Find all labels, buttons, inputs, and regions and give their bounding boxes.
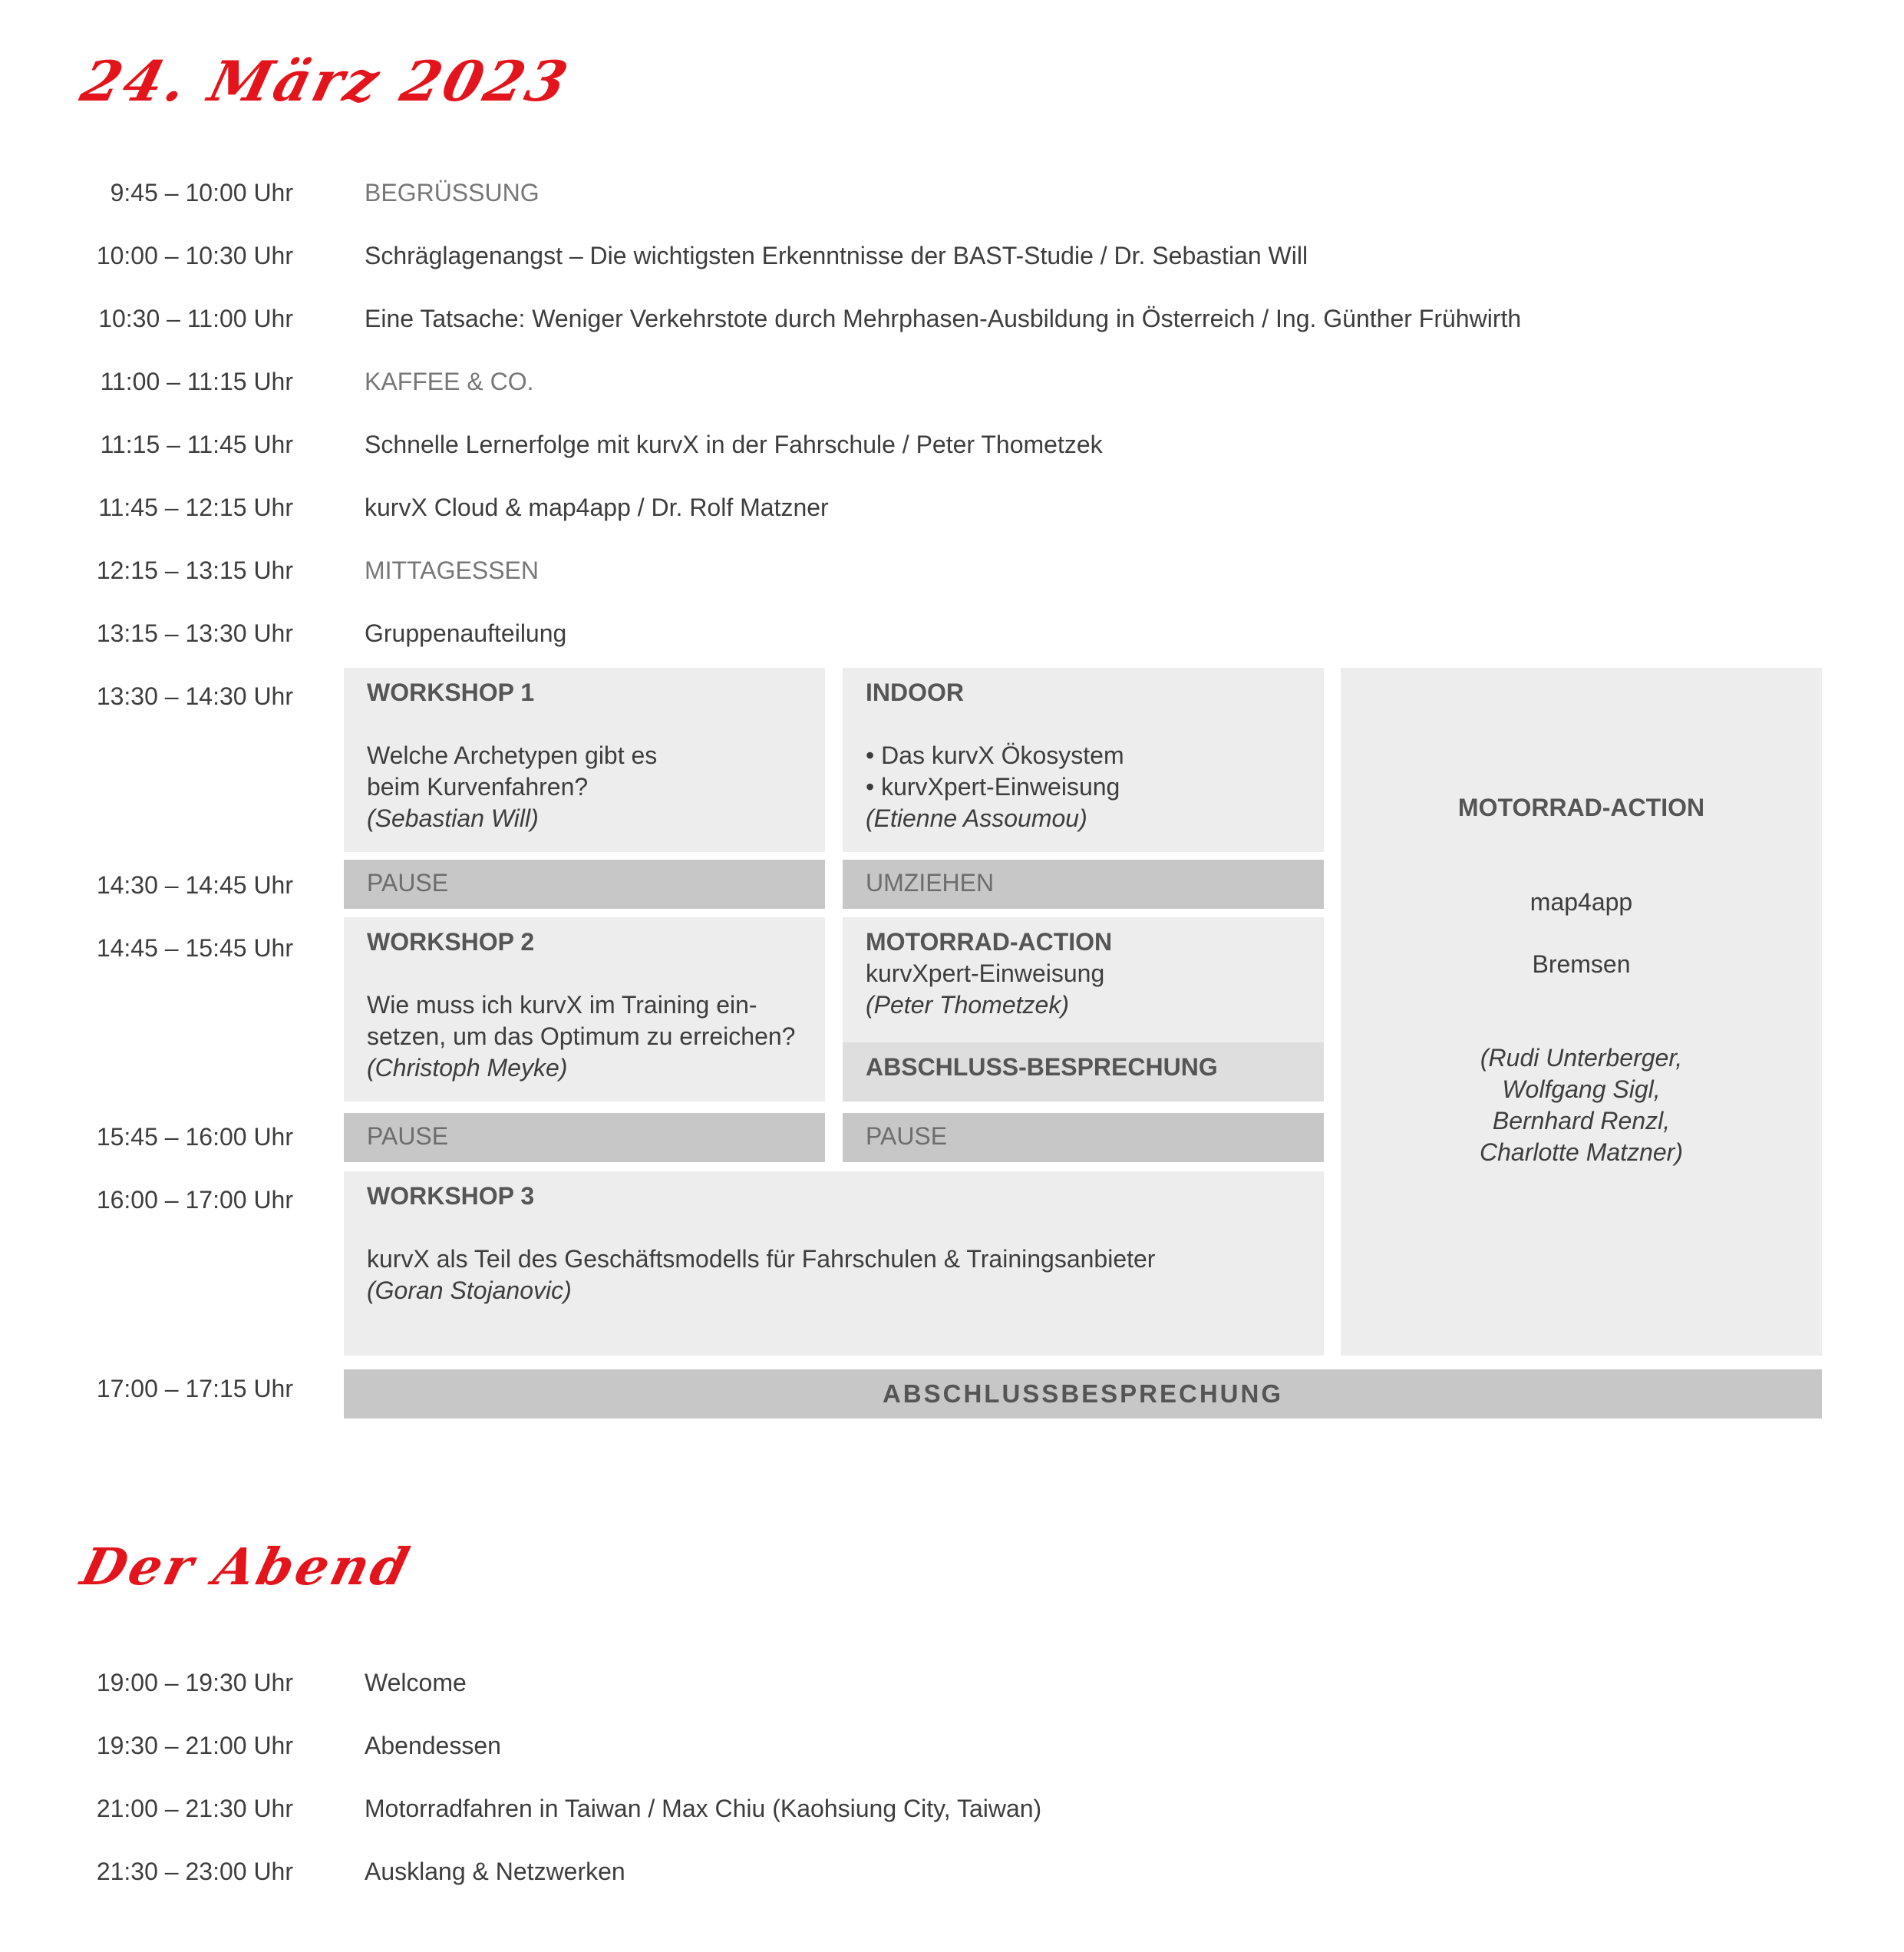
workshop-2-card (344, 917, 825, 1102)
motorrad-action-item: map4app (1529, 888, 1633, 916)
person-name: Bernhard Renzl, (1492, 1107, 1671, 1135)
evening-time: 21:30 – 23:00 Uhr (96, 1858, 293, 1885)
schedule-time: 11:15 – 11:45 Uhr (100, 431, 293, 458)
pause-block: PAUSE (344, 860, 825, 909)
person-name: Wolfgang Sigl, (1502, 1075, 1661, 1103)
workshop-1-title: WORKSHOP 1 (367, 679, 535, 706)
schedule-time: 12:15 – 13:15 Uhr (96, 557, 293, 584)
workshop-2-text: Wie muss ich kurvX im Training ein- (367, 991, 757, 1019)
evening-label: Abendessen (365, 1732, 501, 1759)
grid-time: 16:00 – 17:00 Uhr (96, 1186, 293, 1214)
motorrad-action-speaker: (Peter Thometzek) (866, 991, 1069, 1019)
schedule-label: MITTAGESSEN (365, 557, 539, 584)
grid-time: 17:00 – 17:15 Uhr (96, 1375, 293, 1402)
umziehen-block: UMZIEHEN (843, 860, 1324, 909)
indoor-item: • Das kurvX Ökosystem (866, 741, 1124, 769)
workshop-1-speaker: (Sebastian Will) (367, 804, 539, 832)
workshop-1-card (344, 668, 825, 852)
day-heading: 24. März 2023 (74, 48, 577, 114)
motorrad-action-column (1341, 668, 1822, 1356)
grid-time: 13:30 – 14:30 Uhr (96, 682, 293, 710)
workshop-3-title: WORKSHOP 3 (367, 1182, 535, 1210)
abschluss-besprechung-sub: ABSCHLUSS-BESPRECHUNG (843, 1042, 1324, 1102)
evening-time: 19:30 – 21:00 Uhr (96, 1732, 293, 1759)
person-name: (Rudi Unterberger, (1480, 1044, 1683, 1072)
evening-label: Motorradfahren in Taiwan / Max Chiu (Kaohsiung City, Taiwan) (365, 1795, 1042, 1822)
evening-heading: Der Abend (75, 1537, 418, 1597)
motorrad-action-card (843, 917, 1324, 1102)
workshop-1-text: beim Kurvenfahren? (367, 773, 589, 801)
motorrad-action-title: MOTORRAD-ACTION (866, 928, 1113, 956)
schedule-label: Eine Tatsache: Weniger Verkehrstote durch Mehrphasen-Ausbildung in Österreich / Ing. Günther Frühwirth (365, 305, 1522, 332)
motorrad-action-text: kurvXpert-Einweisung (866, 959, 1105, 987)
schedule-time: 11:00 – 11:15 Uhr (100, 368, 293, 395)
workshop-2-title: WORKSHOP 2 (367, 928, 535, 956)
motorrad-action-people (1341, 1042, 1822, 1168)
grid-time: 14:45 – 15:45 Uhr (96, 934, 293, 962)
workshop-3-card (344, 1171, 1324, 1356)
evening-time: 21:00 – 21:30 Uhr (96, 1795, 293, 1822)
motorrad-action-column-title: MOTORRAD-ACTION (1457, 794, 1705, 821)
workshop-1-text: Welche Archetypen gibt es (367, 741, 658, 769)
person-name: Charlotte Matzner) (1480, 1138, 1683, 1166)
pause-block: PAUSE (344, 1113, 825, 1162)
indoor-card (843, 668, 1324, 852)
workshop-3-speaker: (Goran Stojanovic) (367, 1277, 572, 1304)
evening-label: Ausklang & Netzwerken (365, 1858, 625, 1885)
indoor-speaker: (Etienne Assoumou) (866, 804, 1087, 832)
motorrad-action-item: Bremsen (1532, 950, 1631, 978)
workshop-3-text: kurvX als Teil des Geschäftsmodells für Fahrschulen & Trainingsanbieter (367, 1245, 1156, 1273)
evening-label: Welcome (365, 1669, 467, 1696)
indoor-item: • kurvXpert-Einweisung (866, 773, 1120, 801)
pause-block: PAUSE (843, 1113, 1324, 1162)
grid-time: 15:45 – 16:00 Uhr (96, 1123, 293, 1151)
schedule-time: 11:45 – 12:15 Uhr (98, 494, 293, 521)
schedule-time: 9:45 – 10:00 Uhr (110, 179, 293, 206)
grid-time: 14:30 – 14:45 Uhr (96, 871, 293, 899)
schedule-label: Schnelle Lernerfolge mit kurvX in der Fahrschule / Peter Thometzek (365, 431, 1103, 458)
schedule-label: BEGRÜSSUNG (365, 179, 540, 206)
schedule-label: KAFFEE & CO. (365, 368, 534, 395)
schedule-time: 10:30 – 11:00 Uhr (98, 305, 293, 332)
workshop-2-speaker: (Christoph Meyke) (367, 1054, 568, 1082)
schedule-label: Schräglagenangst – Die wichtigsten Erkenntnisse der BAST-Studie / Dr. Sebastian Will (365, 242, 1308, 269)
workshop-2-text: setzen, um das Optimum zu erreichen? (367, 1022, 796, 1050)
indoor-title: INDOOR (866, 679, 964, 706)
schedule-time: 10:00 – 10:30 Uhr (96, 242, 293, 269)
evening-time: 19:00 – 19:30 Uhr (96, 1669, 293, 1696)
schedule-label: kurvX Cloud & map4app / Dr. Rolf Matzner (365, 494, 829, 521)
schedule-label: Gruppenaufteilung (365, 619, 567, 647)
schedule-time: 13:15 – 13:30 Uhr (96, 619, 293, 647)
abschlussbesprechung-block: ABSCHLUSSBESPRECHUNG (344, 1369, 1822, 1419)
